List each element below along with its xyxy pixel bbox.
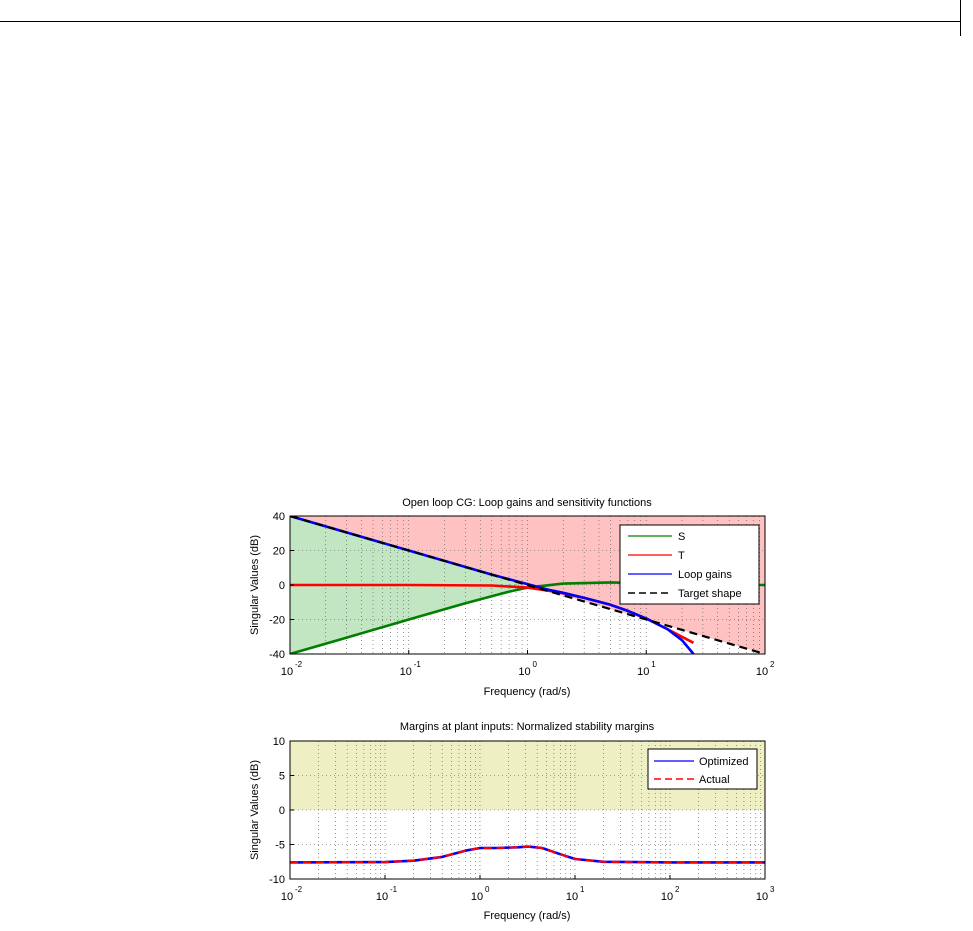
legend-label-t: T [678,550,685,562]
x-tick-exponent: -2 [295,885,303,894]
x-tick-label: 10 [280,891,294,903]
x-tick-label: 10 [755,666,769,678]
y-tick-label: -40 [269,649,285,661]
y-tick-label: -20 [269,614,285,627]
x-tick-exponent: 2 [675,885,680,894]
x-tick-exponent: 1 [651,660,656,669]
x-tick-exponent: 2 [770,660,775,669]
x-tick-label: 10 [399,666,412,678]
x-axis-label-2: Frequency (rad/s) [483,910,571,922]
y-tick-label: 0 [278,580,285,592]
x-tick-exponent: -1 [390,885,398,894]
legend-label-target-shape: Target shape [678,588,742,600]
x-tick-exponent: 0 [485,885,490,894]
y-tick-label: 20 [272,545,285,558]
x-tick-exponent: 1 [580,885,585,894]
legend-2 [648,749,757,789]
chart-2 [249,721,775,922]
y-tick-label: 0 [278,805,285,817]
x-tick-exponent: -2 [295,660,303,669]
x-tick-label: 10 [280,666,294,678]
chart-title-2: Margins at plant inputs: Normalized stability margins [399,721,655,733]
x-tick-label: 10 [470,891,484,903]
y-tick-label: 40 [272,511,285,523]
x-tick-label: 10 [565,891,579,903]
y-tick-label: -10 [269,874,285,886]
legend-1 [620,525,759,604]
x-tick-exponent: 0 [532,660,537,669]
chart-title-1: Open loop CG: Loop gains and sensitivity functions [402,497,652,509]
legend-label-optimized: Optimized [699,756,749,768]
y-tick-label: -5 [275,839,285,852]
x-tick-label: 10 [637,666,650,678]
x-tick-exponent: 3 [770,885,775,894]
x-tick-label: 10 [375,891,389,903]
y-tick-label: 10 [272,736,285,748]
legend-label-actual: Actual [699,774,730,786]
y-axis-label-2: Singular Values (dB) [249,759,261,861]
x-tick-label: 10 [755,891,769,903]
x-tick-label: 10 [660,891,674,903]
legend-label-loop-gains: Loop gains [678,569,732,581]
y-tick-label: 5 [278,770,285,783]
y-axis-label-1: Singular Values (dB) [249,534,261,636]
x-tick-label: 10 [518,666,531,678]
x-tick-exponent: -1 [413,660,421,669]
chart-1 [249,497,775,698]
legend-label-s: S [678,531,686,543]
x-axis-label-1: Frequency (rad/s) [483,686,571,698]
